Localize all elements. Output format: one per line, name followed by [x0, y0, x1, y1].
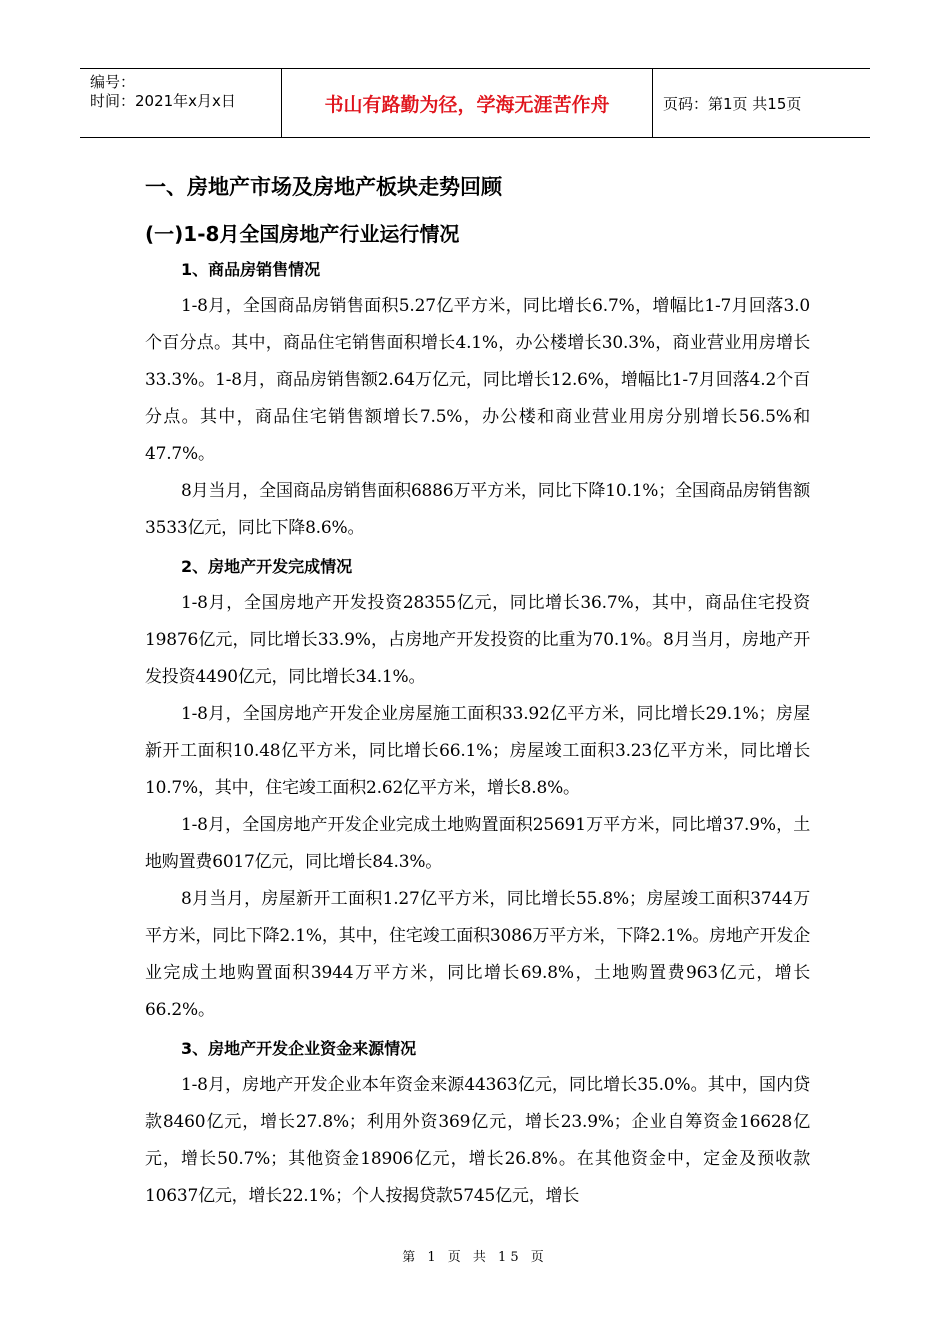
header-page-info: 页码：第1页 共15页 — [663, 94, 802, 113]
document-body — [145, 170, 810, 1215]
funding-heading: 3、房地产开发企业资金来源情况 — [181, 1039, 417, 1058]
page-header — [80, 68, 870, 138]
paragraph: 8月当月，房屋新开工面积1.27亿平方米，同比增长55.8%；房屋竣工面积3744万平方米，同比下降2.1%，其中，住宅竣工面积3086万平方米，下降2.1%。房地产开发企业完成土地购置面积3944万平方米，同比增长69.8%，土地购置费963亿元，增长66.2%。 — [145, 889, 810, 1020]
header-meta — [80, 69, 282, 137]
paragraph: 1-8月，全国房地产开发企业房屋施工面积33.92亿平方米，同比增长29.1%；房屋新开工面积10.48亿平方米，同比增长66.1%；房屋竣工面积3.23亿平方米，同比增长10.7%，其中，住宅竣工面积2.62亿平方米，增长8.8%。 — [145, 704, 810, 798]
section-heading: 一、房地产市场及房地产板块走势回顾 — [145, 175, 502, 199]
paragraph: 8月当月，全国商品房销售面积6886万平方米，同比下降10.1%；全国商品房销售额3533亿元，同比下降8.6%。 — [145, 481, 810, 538]
date-line: 时间：2021年x月x日 — [90, 92, 236, 110]
number-label: 编号： — [90, 73, 136, 91]
development-heading: 2、房地产开发完成情况 — [181, 557, 353, 576]
paragraph: 1-8月，房地产开发企业本年资金来源44363亿元，同比增长35.0%。其中，国内贷款8460亿元，增长27.8%；利用外资369亿元，增长23.9%；企业自筹资金16628亿元，增长50.7%；其他资金18906亿元，增长26.8%。在其他资金中，定金及预收款10637亿元，增长22.1%；个人按揭贷款5745亿元，增长 — [145, 1075, 810, 1206]
subsection-heading: (一)1-8月全国房地产行业运行情况 — [145, 222, 460, 246]
paragraph: 1-8月，全国商品房销售面积5.27亿平方米，同比增长6.7%，增幅比1-7月回落3.0个百分点。其中，商品住宅销售面积增长4.1%，办公楼增长30.3%，商业营业用房增长33.3%。1-8月，商品房销售额2.64万亿元，同比增长12.6%，增幅比1-7月回落4.2个百分点。其中，商品住宅销售额增长7.5%，办公楼和商业营业用房分别增长56.5%和47.7%。 — [145, 296, 810, 464]
sales-heading: 1、商品房销售情况 — [181, 260, 321, 279]
header-motto: 书山有路勤为径，学海无涯苦作舟 — [282, 69, 653, 137]
paragraph: 1-8月，全国房地产开发投资28355亿元，同比增长36.7%，其中，商品住宅投资19876亿元，同比增长33.9%，占房地产开发投资的比重为70.1%。8月当月，房地产开发投资4490亿元，同比增长34.1%。 — [145, 593, 810, 687]
page-footer: 第 1 页 共 15 页 — [402, 1250, 548, 1265]
paragraph: 1-8月，全国房地产开发企业完成土地购置面积25691万平方米，同比增37.9%，土地购置费6017亿元，同比增长84.3%。 — [145, 815, 810, 872]
